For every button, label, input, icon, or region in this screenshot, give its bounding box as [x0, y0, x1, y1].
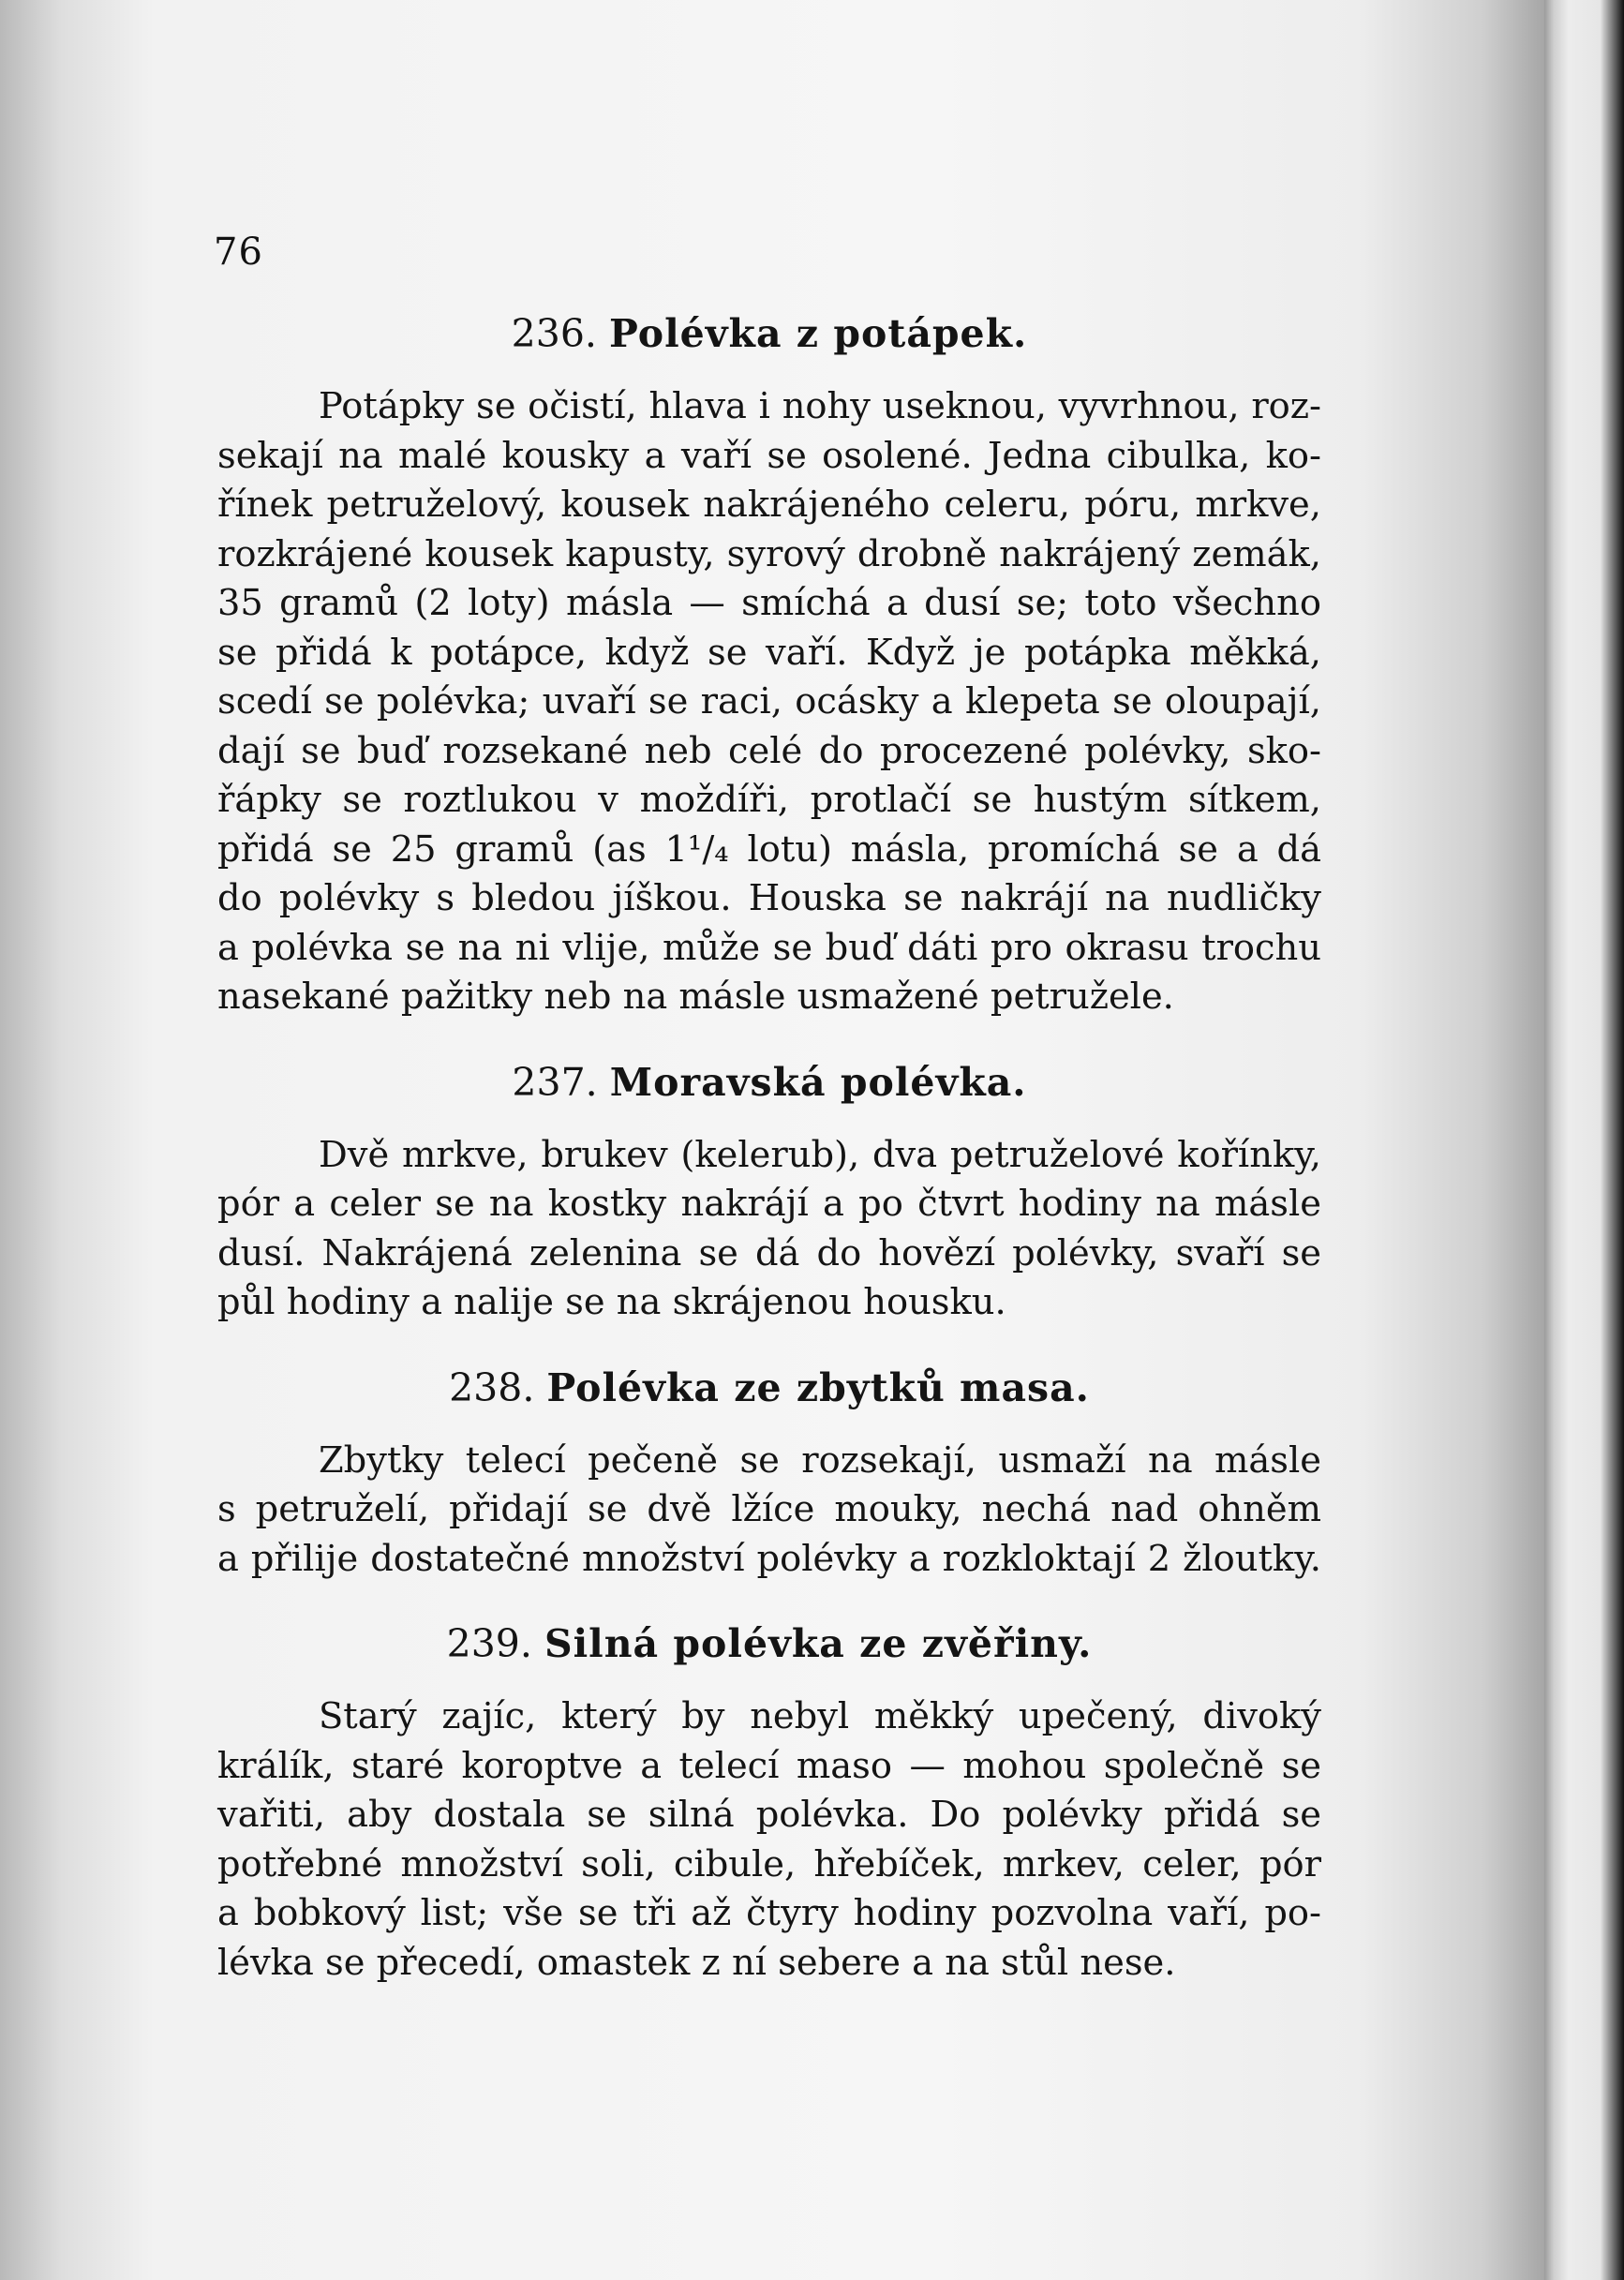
text-line: vařiti, aby dostala se silná polévka. Do polévky přidá se [217, 1794, 1321, 1836]
recipe-text [217, 1131, 1321, 1328]
recipe-number: 238. [449, 1364, 535, 1410]
recipe-heading [217, 1619, 1321, 1668]
text-line: pór a celer se na kostky nakrájí a po čtvrt hodiny na másle [217, 1183, 1321, 1225]
text-line: a přilije dostatečné množství polévky a rozkloktají 2 žloutky. [217, 1537, 1321, 1580]
recipe-heading [217, 1058, 1321, 1107]
text-line: 35 gramů (2 loty) másla — smíchá a dusí se; toto všechno [217, 582, 1321, 624]
text-line: sekají na malé kousky a vaří se osolené. Jedna cibulka, ko- [217, 434, 1321, 477]
page-number: 76 [214, 231, 263, 274]
book-gutter [1544, 0, 1624, 2280]
text-line: dusí. Nakrájená zelenina se dá do hovězí polévky, svaří se [217, 1231, 1321, 1274]
text-line: potřebné množství soli, cibule, hřebíček, mrkev, celer, pór [217, 1842, 1321, 1885]
recipe-number: 236. [511, 311, 597, 356]
text-line: lévka se přecedí, omastek z ní sebere a na stůl nese. [217, 1941, 1176, 1984]
recipe-239 [217, 1619, 1321, 1988]
page-content [217, 309, 1321, 2023]
text-line: a bobkový list; vše se tři až čtyry hodiny pozvolna vaří, po- [217, 1892, 1321, 1934]
text-line: dají se buď rozsekané neb celé do procezené polévky, sko- [217, 729, 1321, 772]
text-line: půl hodiny a nalije se na skrájenou housku. [217, 1281, 1006, 1323]
text-line: se přidá k potápce, když se vaří. Když je potápka měkká, [217, 631, 1321, 674]
text-line: přidá se 25 gramů (as 1¹/₄ lotu) másla, promíchá se a dá [217, 827, 1321, 871]
recipe-title: Moravská polévka. [609, 1059, 1027, 1105]
text-line: Starý zajíc, který by nebyl měkký upečený, divoký [319, 1695, 1321, 1737]
text-line: s petruželí, přidají se dvě lžíce mouky, nechá nad ohněm [217, 1488, 1321, 1530]
recipe-text [217, 1437, 1321, 1585]
text-line: Potápky se očistí, hlava i nohy useknou, vyvrhnou, roz- [319, 385, 1321, 427]
text-line: Zbytky telecí pečeně se rozsekají, usmaží na másle [319, 1438, 1321, 1482]
recipe-237 [217, 1058, 1321, 1328]
recipe-title: Polévka ze zbytků masa. [546, 1364, 1090, 1410]
text-line: rozkrájené kousek kapusty, syrový drobně nakrájený zemák, [217, 532, 1321, 575]
text-line: Dvě mrkve, brukev (kelerub), dva petruželové kořínky, [319, 1133, 1321, 1176]
recipe-text [217, 382, 1321, 1022]
recipe-text [217, 1692, 1321, 1988]
text-line: řápky se roztlukou v moždíři, protlačí se hustým sítkem, [217, 779, 1321, 821]
recipe-heading [217, 309, 1321, 358]
text-line: nasekané pažitky neb na másle usmažené petružele. [217, 976, 1174, 1018]
recipe-238 [217, 1364, 1321, 1585]
recipe-title: Polévka z potápek. [609, 311, 1028, 356]
text-line: scedí se polévka; uvaří se raci, ocásky a klepeta se oloupají, [217, 680, 1321, 723]
recipe-number: 237. [512, 1059, 598, 1105]
text-line: králík, staré koroptve a telecí maso — mohou společně se [217, 1744, 1321, 1787]
recipe-number: 239. [446, 1621, 532, 1666]
recipe-title: Silná polévka ze zvěřiny. [544, 1621, 1093, 1666]
text-line: řínek petruželový, kousek nakrájeného celeru, póru, mrkve, [217, 484, 1321, 526]
text-line: do polévky s bledou jíškou. Houska se nakrájí na nudličky [217, 877, 1321, 919]
text-line: a polévka se na ni vlije, může se buď dáti pro okrasu trochu [217, 926, 1321, 969]
recipe-236 [217, 309, 1321, 1022]
recipe-heading [217, 1364, 1321, 1412]
